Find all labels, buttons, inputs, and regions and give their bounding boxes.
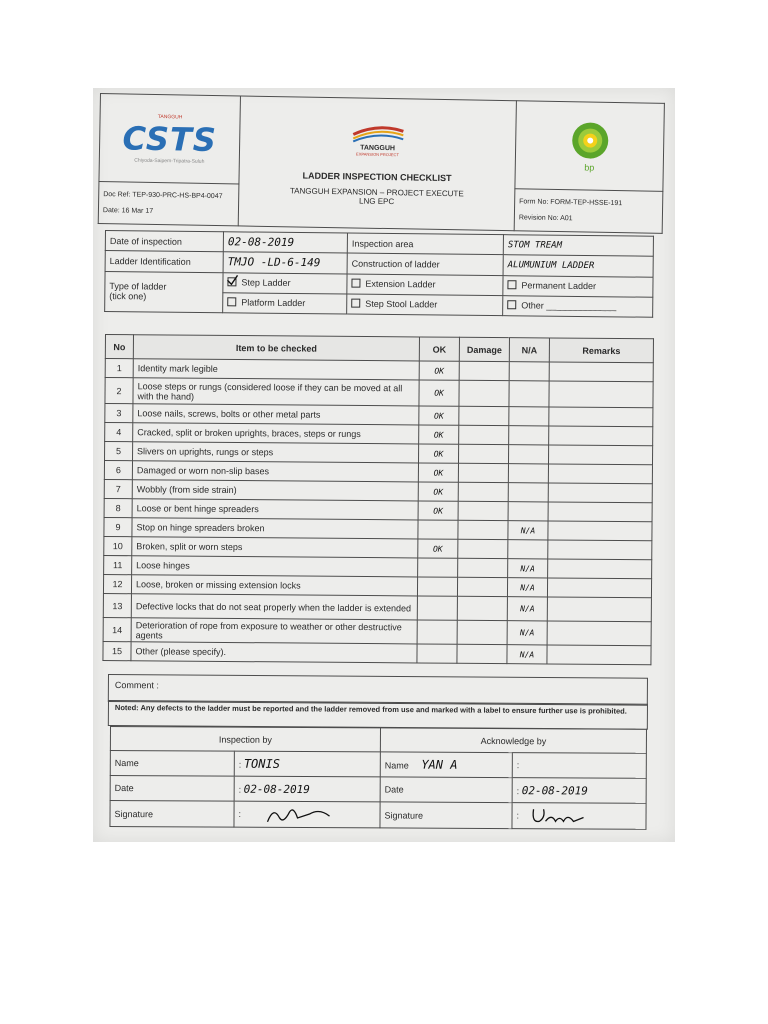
row-remarks[interactable] [547, 645, 651, 665]
ack-name-label [380, 752, 512, 778]
inspector-name-cell [234, 751, 380, 777]
csts-logo-cell [99, 94, 241, 184]
tangguh-swoosh-icon [348, 112, 409, 143]
date-of-inspection-value: 02-08-2019 [223, 232, 347, 254]
row-no: 15 [103, 641, 131, 660]
colon: : [516, 810, 520, 821]
step-ladder-label: Step Ladder [241, 277, 291, 289]
row-item: Defective locks that do not seat properly when the ladder is extended [131, 594, 417, 620]
inspector-date-value: 02-08-2019 [243, 782, 310, 796]
construction-value: ALUMUNIUM LADDER [503, 255, 653, 277]
date-of-inspection-label: Date of inspection [105, 231, 223, 252]
extension-ladder-option[interactable] [347, 274, 503, 296]
row-na[interactable] [508, 540, 548, 559]
row-na[interactable] [509, 426, 549, 445]
row-na[interactable]: N/A [507, 621, 547, 645]
row-remarks[interactable] [549, 407, 653, 427]
colon: : [516, 785, 520, 796]
row-na[interactable]: N/A [507, 578, 547, 597]
row-damage[interactable] [458, 482, 508, 501]
row-remarks[interactable] [548, 502, 652, 522]
row-remarks[interactable] [549, 426, 653, 446]
row-na[interactable]: N/A [508, 559, 548, 578]
row-damage[interactable] [459, 380, 509, 406]
col-item-header: Item to be checked [133, 335, 419, 361]
row-damage[interactable] [459, 361, 509, 380]
row-no: 14 [103, 617, 131, 641]
doc-date: Date: 16 Mar 17 [102, 206, 154, 215]
inspector-date-cell [234, 776, 380, 802]
bp-helios-icon [569, 120, 610, 161]
row-na[interactable] [508, 464, 548, 483]
row-damage[interactable] [457, 596, 507, 620]
row-item: Loose steps or rungs (considered loose if they can be moved at all with the hand) [133, 378, 419, 406]
checklist-body [103, 359, 653, 665]
row-na[interactable] [509, 362, 549, 381]
row-na[interactable]: N/A [508, 521, 548, 540]
signoff-table [109, 726, 647, 830]
step-stool-option[interactable] [347, 294, 503, 316]
other-option[interactable] [503, 295, 653, 317]
step-stool-checkbox[interactable] [351, 299, 360, 308]
step-stool-label: Step Stool Ladder [365, 299, 438, 310]
row-ok[interactable]: OK [418, 444, 458, 463]
colon: : [238, 784, 242, 795]
row-remarks[interactable] [548, 445, 652, 465]
row-na[interactable]: N/A [507, 597, 547, 621]
bp-logo-cell [515, 101, 665, 192]
row-no: 7 [104, 479, 132, 498]
col-ok-header: OK [419, 337, 459, 361]
row-na[interactable] [508, 502, 548, 521]
row-damage[interactable] [458, 520, 508, 539]
row-ok[interactable]: OK [418, 463, 458, 482]
csts-logo: CSTS [122, 118, 218, 159]
row-remarks[interactable] [549, 362, 653, 382]
row-ok[interactable]: OK [419, 425, 459, 444]
csts-logo-sub: Chiyoda-Saipem-Tripatra-Suluh [134, 157, 205, 165]
row-damage[interactable] [457, 577, 507, 596]
extension-ladder-checkbox[interactable] [351, 279, 360, 288]
row-item: Identity mark legible [133, 359, 419, 380]
title-cell [238, 96, 516, 231]
row-remarks[interactable] [549, 381, 653, 408]
tangguh-logo [347, 112, 408, 157]
row-ok[interactable] [417, 644, 457, 663]
csts-logo-tag: TANGGUH [157, 113, 183, 120]
ack-date-value: 02-08-2019 [521, 783, 588, 798]
checklist-table [102, 334, 654, 665]
row-no: 9 [104, 517, 132, 536]
col-damage-header: Damage [459, 337, 509, 361]
row-ok[interactable]: OK [418, 539, 458, 558]
row-damage[interactable] [459, 406, 509, 425]
type-of-ladder-label-cell [105, 271, 223, 313]
row-ok[interactable] [417, 596, 457, 620]
type-of-ladder-hint: (tick one) [109, 291, 147, 302]
row-ok[interactable]: OK [419, 361, 459, 380]
construction-label: Construction of ladder [347, 253, 503, 275]
inspector-signature-label: Signature [110, 801, 234, 828]
inspector-name-label: Name [110, 751, 234, 777]
doc-ref-cell [98, 181, 239, 225]
other-label: Other ______________ [521, 300, 617, 312]
other-checkbox[interactable] [507, 301, 516, 310]
inspector-date-label: Date [110, 776, 234, 802]
row-ok[interactable]: OK [418, 501, 458, 520]
ack-signature-cell [512, 803, 646, 830]
row-item: Cracked, split or broken uprights, braces, steps or rungs [133, 423, 419, 444]
ladder-identification-value: TMJO -LD-6-149 [223, 252, 347, 274]
step-ladder-option[interactable] [223, 272, 347, 294]
form-title: LADDER INSPECTION CHECKLIST [302, 170, 452, 184]
row-remarks[interactable] [547, 597, 651, 622]
row-no: 2 [105, 378, 133, 404]
acknowledge-by-header: Acknowledge by [380, 728, 646, 753]
checklist-paper [93, 88, 675, 842]
row-item: Wobbly (from side strain) [132, 480, 418, 501]
platform-ladder-label: Platform Ladder [241, 297, 306, 309]
row-na[interactable]: N/A [507, 645, 547, 664]
row-damage[interactable] [458, 539, 508, 558]
row-no: 1 [105, 359, 133, 378]
permanent-ladder-checkbox[interactable] [507, 280, 516, 289]
row-item: Damaged or worn non-slip bases [132, 461, 418, 482]
inspection-area-label: Inspection area [347, 233, 503, 255]
form-subtitle-1: TANGGUH EXPANSION – PROJECT EXECUTE [289, 186, 464, 199]
colon: : [238, 759, 242, 770]
ack-signature-label: Signature [380, 802, 512, 829]
bp-logo-text: bp [584, 161, 595, 173]
inspector-signature-icon [264, 803, 334, 825]
row-remarks[interactable] [548, 464, 652, 484]
row-item: Deterioration of rope from exposure to weather or other destructive agents [131, 618, 417, 644]
inspection-by-header: Inspection by [110, 727, 380, 752]
row-no: 8 [104, 498, 132, 517]
col-na-header: N/A [509, 338, 549, 362]
row-no: 5 [105, 442, 133, 461]
row-na[interactable] [509, 407, 549, 426]
platform-ladder-checkbox[interactable] [227, 298, 236, 307]
step-ladder-checkbox[interactable] [227, 277, 236, 286]
note-text: Noted: Any defects to the ladder must be reported and the ladder removed from use and marked with a label to ensure further use is prohibited. [114, 703, 627, 716]
inspector-name-value: TONIS [243, 756, 280, 771]
row-na[interactable] [509, 381, 549, 407]
row-ok[interactable]: OK [419, 380, 459, 406]
row-damage[interactable] [457, 644, 507, 663]
permanent-ladder-option[interactable] [503, 275, 653, 297]
form-no: Form No: FORM-TEP-HSSE-191 [519, 197, 623, 207]
row-damage[interactable] [457, 620, 507, 644]
table-row [103, 641, 651, 664]
row-no: 6 [104, 461, 132, 480]
col-remarks-header: Remarks [549, 338, 653, 363]
tangguh-logo-sub: EXPANSION PROJECT [356, 151, 399, 158]
row-na[interactable] [508, 483, 548, 502]
row-item: Other (please specify). [131, 642, 417, 663]
ack-date-label: Date [380, 777, 512, 803]
row-damage[interactable] [458, 463, 508, 482]
colon: : [238, 808, 242, 819]
row-na[interactable] [508, 445, 548, 464]
row-item: Loose nails, screws, bolts or other metal parts [133, 404, 419, 425]
ack-signature-icon [528, 805, 588, 827]
row-damage[interactable] [458, 501, 508, 520]
comment-label: Comment : [114, 680, 159, 691]
row-ok[interactable] [418, 520, 458, 539]
row-no: 12 [103, 574, 131, 593]
row-item: Loose or bent hinge spreaders [132, 499, 418, 520]
checkmark-icon [226, 274, 238, 286]
form-subtitle-2: LNG EPC [359, 196, 395, 207]
permanent-ladder-label: Permanent Ladder [521, 280, 597, 292]
row-ok[interactable]: OK [418, 482, 458, 501]
row-no: 10 [104, 536, 132, 555]
row-ok[interactable] [418, 558, 458, 577]
row-ok[interactable] [417, 620, 457, 644]
ladder-identification-label: Ladder Identification [105, 251, 223, 272]
row-item: Loose hinges [132, 556, 418, 577]
col-no-header: No [105, 335, 133, 359]
header-table [98, 93, 665, 234]
extension-ladder-label: Extension Ladder [365, 278, 436, 290]
row-remarks[interactable] [548, 559, 652, 579]
row-item: Stop on hinge spreaders broken [132, 518, 418, 539]
doc-ref: Doc Ref: TEP-930-PRC-HS-BP4-0047 [103, 190, 223, 200]
tangguh-logo-text: TANGGUH [360, 144, 396, 153]
platform-ladder-option[interactable] [223, 292, 347, 314]
row-no: 4 [105, 423, 133, 442]
revision-no: Revision No: A01 [518, 213, 573, 222]
row-remarks[interactable] [548, 540, 652, 560]
row-item: Loose, broken or missing extension locks [131, 575, 417, 596]
row-remarks[interactable] [547, 578, 651, 598]
row-no: 13 [103, 593, 131, 617]
row-remarks[interactable] [548, 483, 652, 503]
ladder-info-table [104, 230, 654, 318]
row-damage[interactable] [458, 558, 508, 577]
form-no-cell [514, 189, 663, 234]
row-damage[interactable] [459, 425, 509, 444]
row-no: 11 [104, 555, 132, 574]
ack-name-label-text: Name [384, 760, 409, 771]
ack-date-cell [512, 778, 646, 804]
row-no: 3 [105, 404, 133, 423]
row-damage[interactable] [458, 444, 508, 463]
row-ok[interactable]: OK [419, 406, 459, 425]
row-remarks[interactable] [548, 521, 652, 541]
note-box [108, 700, 648, 730]
ack-name-value: YAN A [421, 757, 458, 772]
row-remarks[interactable] [547, 621, 651, 646]
row-item: Broken, split or worn steps [132, 537, 418, 558]
type-of-ladder-label: Type of ladder [109, 281, 167, 292]
row-ok[interactable] [417, 577, 457, 596]
inspection-area-value: STOM TREAM [503, 235, 653, 257]
row-item: Slivers on uprights, rungs or steps [133, 442, 419, 463]
ack-name-cell: : [512, 753, 646, 779]
inspector-signature-cell [234, 801, 380, 828]
